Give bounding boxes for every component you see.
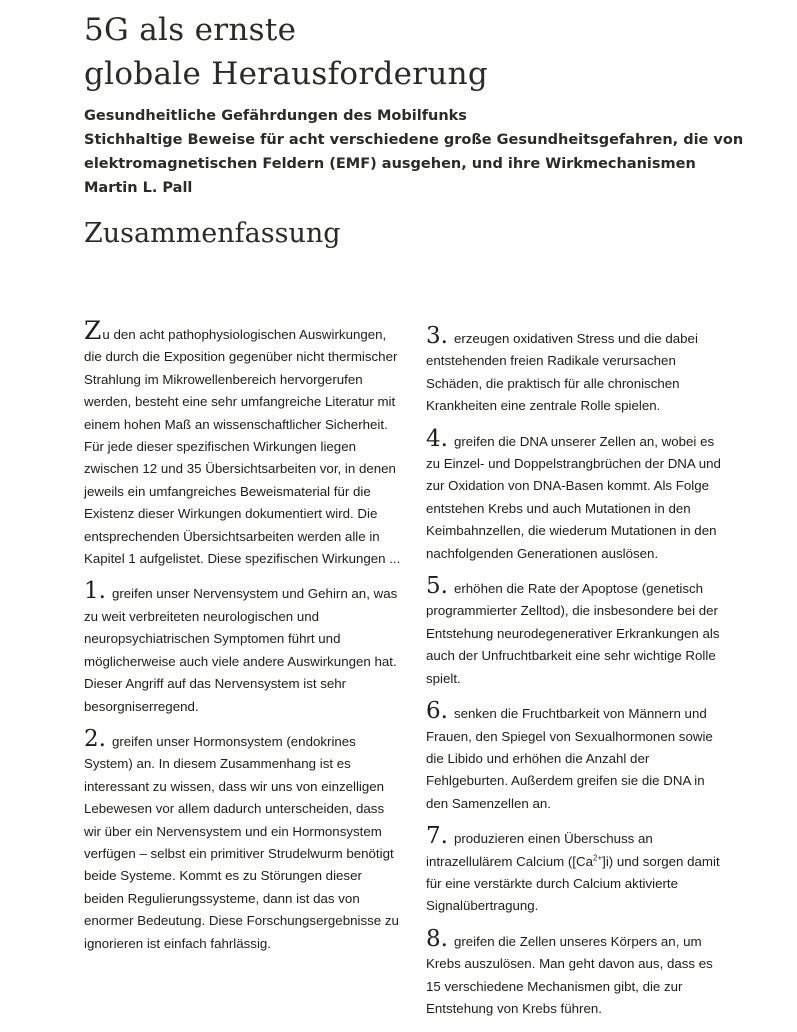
effect-item-7 [426,823,726,918]
effect-text: greifen die Zellen unseres Körpers an, um Krebs auszulösen. Man geht davon aus, dass es 15 verschiedene Mechanismen gibt, die zur Entstehung von Krebs führen. [426,933,713,1016]
section-title: Zusammenfassung [84,218,341,249]
effect-text: greifen unser Hormonsystem (endokrines System) an. In diesem Zusammenhang ist es interessant zu wissen, dass wir uns von einzelligen Lebewesen vor allem dadurch unterscheiden, dass wir über ein Nervensystem und ein Hormonsystem verfügen – selbst ein primitiver Strudelwurm benötigt beide Systeme. Kommt es zu Störungen dieser beiden Regulierungssysteme, dann ist das von enormer Bedeutung. Diese Forschungsergebnisse zu ignorieren ist einfach fahrlässig. [84,733,399,951]
effect-number: 3. [426,323,448,349]
effect-text: senken die Fruchtbarkeit von Männern und Frauen, den Spiegel von Sexualhormonen sowie die Libido und erhöhen die Anzahl der Fehlgeburten. Außerdem greifen sie die DNA in den Samenzellen an. [426,706,713,811]
subtitle-line-3: elektromagnetischen Feldern (EMF) ausgehen, und ihre Wirkmechanismen [84,156,696,172]
effect-number: 1. [84,578,106,605]
left-column [84,316,404,967]
effect-item-8 [426,925,726,1021]
right-column [426,323,726,1032]
effect-item-2 [84,725,404,955]
title-line-2: globale Herausforderung [84,56,489,92]
calcium-superscript: 2+ [593,853,603,863]
effect-text-end: ]i) und sorgen damit für eine verstärkte durch Calcium aktivierte Signalübertragung. [426,853,720,914]
effect-number: 6. [426,698,448,725]
subtitle-line-2: Stichhaltige Beweise für acht verschiedene große Gesundheitsgefahren, die von [84,132,744,148]
effect-text: erhöhen die Rate der Apoptose (genetisch programmierter Zelltod), die insbesondere bei der Entstehung neurodegenerativer Erkrankungen als auch der Unfruchtbarkeit eine sehr wichtige Rolle spielt. [426,581,720,686]
effect-text: erzeugen oxidativen Stress und die dabei entstehenden freien Radikale verursachen Schäden, die praktisch für alle chronischen Krankheiten eine zentrale Rolle spielen. [426,331,698,414]
document-title [84,8,488,96]
effect-text: greifen die DNA unserer Zellen an, wobei es zu Einzel- und Doppelstrangbrüchen der DNA und zur Oxidation von DNA-Basen kommt. Als Folge entstehen Krebs und auch Mutationen in den Keimbahnzellen, die wiederum Mutationen in den nachfolgenden Generationen auslösen. [426,433,721,561]
effect-number: 7. [426,823,448,850]
title-line-1: 5G als ernste [84,12,297,48]
effect-item-4 [426,425,726,565]
author-name: Martin L. Pall [84,180,193,196]
intro-dropcap: Z [84,316,102,345]
effect-item-1 [84,578,404,717]
effect-item-6 [426,698,726,815]
effect-item-3 [426,323,726,418]
effect-number: 2. [84,725,106,752]
subtitle-block [84,104,744,200]
effect-text: greifen unser Nervensystem und Gehirn an, was zu weit verbreiteten neurologischen und neuropsychiatrischen Symptomen führt und möglicherweise auch viele andere Auswirkungen hat. Dieser Angriff auf das Nervensystem ist sehr besorgniserregend. [84,586,398,714]
subtitle-line-1: Gesundheitliche Gefährdungen des Mobilfunks [84,108,467,124]
effect-number: 4. [426,425,448,452]
intro-paragraph [84,316,404,570]
effect-number: 5. [426,573,448,600]
intro-text: u den acht pathophysiologischen Auswirkungen, die durch die Exposition gegenüber nicht thermischer Strahlung im Mikrowellenbereich hervorgerufen werden, besteht eine sehr umfangreiche Literatur mit einem hohen Maß an wissenschaftlicher Sicherheit. Für jede dieser spezifischen Wirkungen liegen zwischen 12 und 35 Übersichtsarbeiten vor, in denen jeweils ein umfangreiches Beweismaterial für die Existenz dieser Wirkungen dokumentiert wird. Die entsprechenden Übersichtsarbeiten werden alle in Kapitel 1 aufgelistet. Diese spezifischen Wirkungen ... [84,327,401,567]
effect-item-5 [426,573,726,690]
effect-number: 8. [426,925,448,952]
effect-text-start: produzieren einen Überschuss an intrazellulärem Calcium ([Ca [426,831,653,869]
